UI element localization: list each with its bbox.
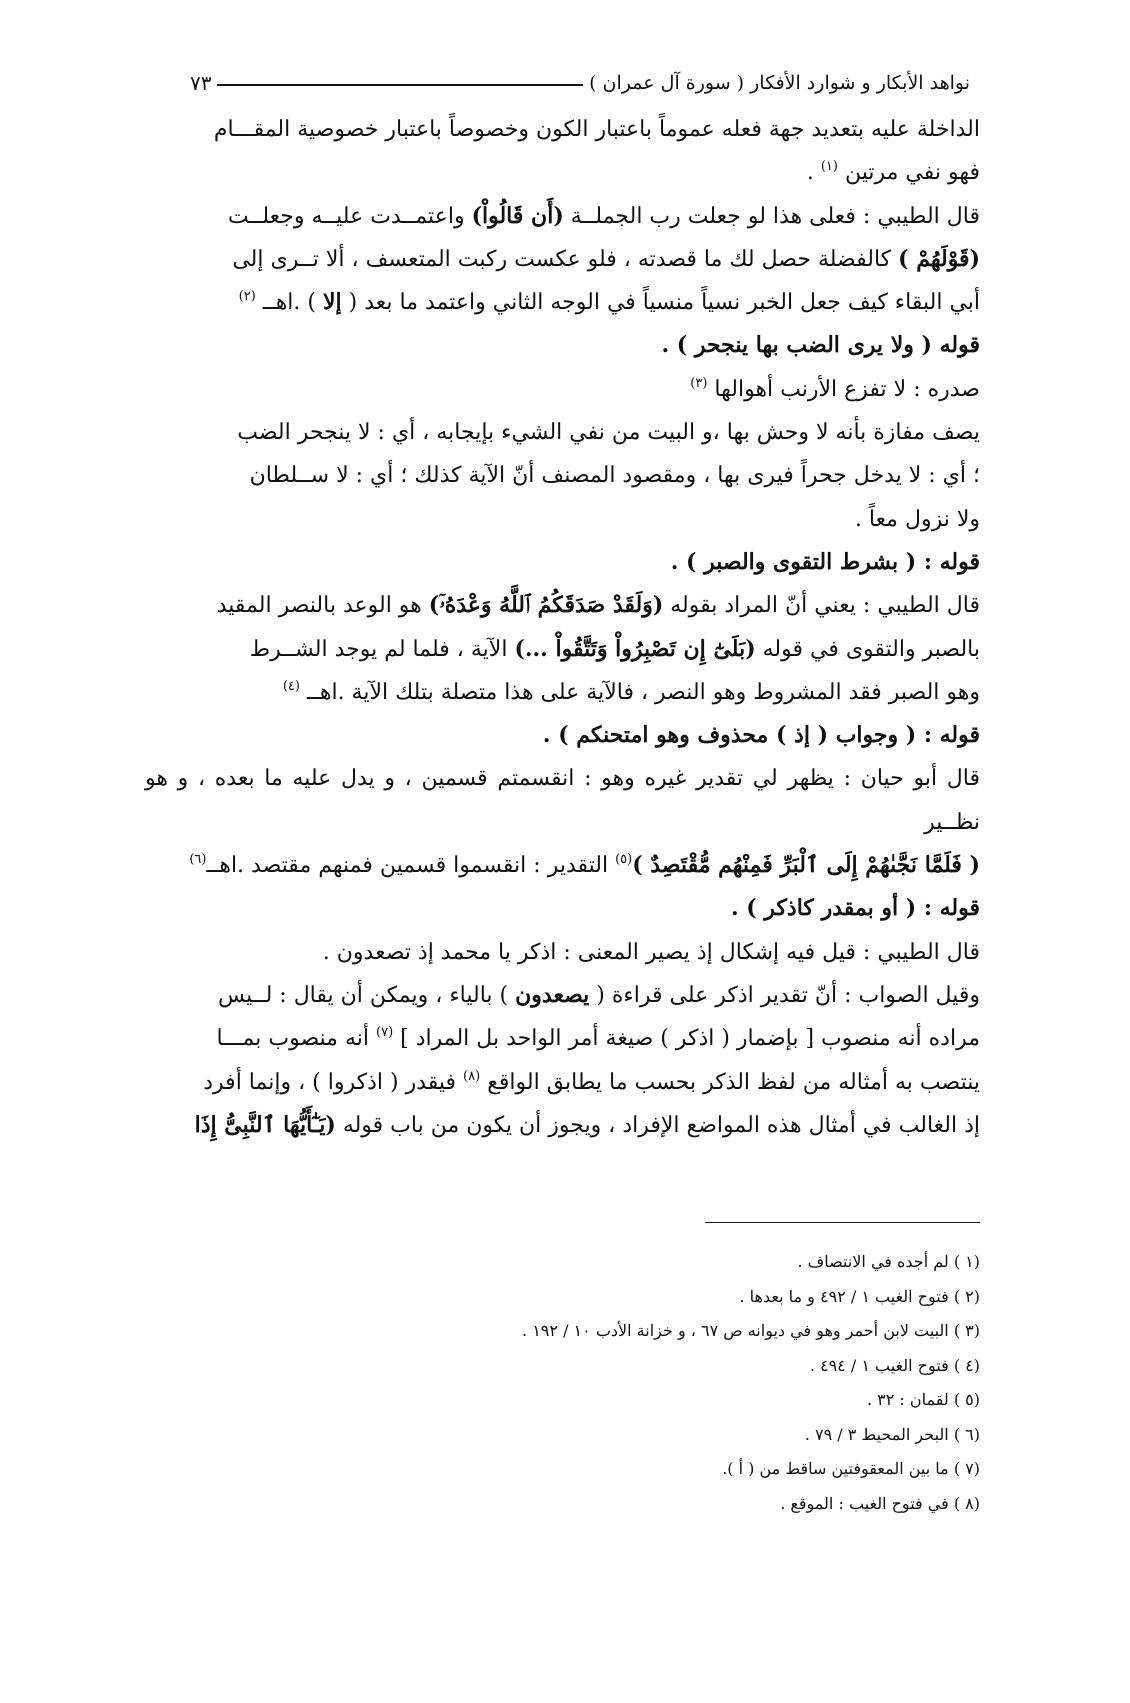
running-title: نواهد الأبكار و شوارد الأفكار ( سورة آل عمران ) (589, 72, 970, 94)
text-line: ؛ أي : لا يدخل جحراً فيرى بها ، ومقصود المصنف أنّ الآية كذلك ؛ أي : لا ســلطان (249, 463, 980, 489)
text-line: فهو نفي مرتين $^{(١)}$ . (806, 159, 980, 186)
text-line: بالصبر والتقوى في قوله (بَلَىٰٓ إِن تَصْبِرُواْ وَتَتَّقُواْ ...) الآية ، فلما لم يوجد الشــرط (249, 635, 980, 662)
text-line: إذ الغالب في أمثال هذه المواضع الإفراد ، ويجوز أن يكون من باب قوله (يَـٰٓأَيُّهَا ٱلنَّبِىُّ إِذَا (194, 1111, 980, 1138)
text-line: (قَوْلَهُمْ ) كالفضلة حصل لك ما قصدته ، فلو عكست ركبت المتعسف ، ألا تــرى إلى (232, 245, 980, 272)
text-line: قال الطيبي : فعلى هذا لو جعلت رب الجملــة (أَن قَالُواْ) واعتمــدت عليــه وجعلــت (227, 202, 980, 229)
text-line: يصف مفازة بأنه لا وحش بها ،و البيت من نفي الشيء بإيجابه ، أي : لا ينجحر الضب (237, 420, 980, 446)
footnote: (٢ ) فتوح الغيب ١ / ٤٩٢ و ما بعدها . (739, 1286, 980, 1306)
quran-quote: (بَلَىٰٓ إِن تَصْبِرُواْ وَتَتَّقُواْ ...) (514, 635, 756, 662)
quran-quote: (وَلَقَدْ صَدَقَكُمُ ٱللَّهُ وَعْدَهُۥٓ) (428, 592, 664, 619)
footnote-ref: (٣) (690, 375, 708, 391)
section-heading: قوله : ( وجواب ( إذ ) محذوف وهو امتحنكم ) . (542, 722, 980, 749)
footnote-ref: (٤) (282, 678, 300, 694)
section-heading: قوله : ( أو بمقدر كاذكر ) . (730, 895, 980, 922)
page-number: ٧٣ (190, 71, 212, 95)
text-line: قال الطيبي : قيل فيه إشكال إذ يصير المعنى : اذكر يا محمد إذ تصعدون . (322, 939, 980, 965)
footnote-ref: (٢) (238, 289, 256, 305)
text-line: مراده أنه منصوب [ بإضمار ( اذكر ) صيغة أمر الواحد بل المراد ] $^{(٧)}$ أنه منصوب بمـــا (216, 1025, 980, 1052)
quran-quote: ( فَلَمَّا نَجَّىٰهُمْ إِلَى ٱلْبَرِّ فَمِنْهُم مُّقْتَصِدٌ ) (632, 852, 980, 879)
footnote: (٨ ) في فتوح الغيب : الموقع . (780, 1493, 980, 1513)
footnote-ref: (١) (820, 159, 838, 175)
text-line: وهو الصبر فقد المشروط وهو النصر ، فالآية على هذا متصلة بتلك الآية .اهــ $^{(٤)}$ (282, 678, 980, 705)
footnote: (١ ) لم أجده في الانتصاف . (797, 1252, 980, 1271)
emphasis: يصعدون (515, 981, 590, 1008)
footnote: (٤ ) فتوح الغيب ١ / ٤٩٤ . (809, 1355, 980, 1375)
footnote-ref: (٨) (463, 1068, 481, 1084)
footnotes (420, 1222, 980, 1521)
footnote-ref: (٥) (615, 852, 633, 868)
text-line: ينتصب به أمثاله من لفظ الذكر بحسب ما يطابق الواقع $^{(٨)}$ فيقدر ( اذكروا ) ، وإنما أفرد (203, 1068, 980, 1095)
text-line: قال أبو حيان : يظهر لي تقدير غيره وهو : انقسمتم قسمين ، و يدل عليه ما بعده ، و هو نظــير (145, 766, 980, 835)
footnote-ref: (٦) (189, 852, 207, 868)
text-line: أبي البقاء كيف جعل الخبر نسياً منسياً في الوجه الثاني واعتمد ما بعد ( إلا ) .اهــ $^{(٢)}$ (238, 289, 980, 316)
running-header (190, 66, 970, 100)
footnote-ref: (٧) (376, 1025, 394, 1041)
text-line: صدره : لا تفزع الأرنب أهوالها $^{(٣)}$ (690, 375, 980, 402)
text-line: وقيل الصواب : أنّ تقدير اذكر على قراءة ( يصعدون ) بالياء ، ويمكن أن يقال : لــيس (218, 981, 980, 1008)
footnote: (٥ ) لقمان : ٣٢ . (866, 1390, 980, 1409)
section-heading: قوله : ( بشرط التقوى والصبر ) . (670, 548, 980, 575)
text-line: ولا نزول معاً . (854, 506, 980, 532)
quran-quote: (أَن قَالُواْ) (471, 202, 564, 229)
footnote-separator (705, 1222, 980, 1223)
footnote: (٧ ) ما بين المعقوفتين ساقط من ( أ ). (722, 1459, 980, 1478)
section-heading: قوله ( ولا يرى الضب بها ينجحر ) . (661, 332, 980, 359)
text-line: قال الطيبي : يعني أنّ المراد بقوله (وَلَقَدْ صَدَقَكُمُ ٱللَّهُ وَعْدَهُۥٓ) هو الوعد بالنصر المقيد (216, 592, 980, 619)
text-line: الداخلة عليه بتعديد جهة فعله عموماً باعتبار الكون وخصوصاً باعتبار خصوصية المقـــام (213, 117, 980, 142)
footnote: (٣ ) البيت لابن أحمر وهو في ديوانه ص ٦٧ ، و خزانة الأدب ١٠ / ١٩٢ . (522, 1321, 980, 1340)
quran-quote: (قَوْلَهُمْ ) (898, 245, 980, 272)
header-rule (217, 84, 583, 86)
footnote: (٦ ) البحر المحيط ٣ / ٧٩ . (804, 1424, 980, 1444)
emphasis: إلا (323, 289, 342, 316)
main-text (145, 108, 980, 1147)
quran-quote: (يَـٰٓأَيُّهَا ٱلنَّبِىُّ إِذَا (194, 1111, 336, 1138)
text-line: ( فَلَمَّا نَجَّىٰهُمْ إِلَى ٱلْبَرِّ فَمِنْهُم مُّقْتَصِدٌ )$^{(٥)}$ التقدير : انقسموا قسمين فمنهم مقتصد .اهــ$^{(٦)}$ (189, 852, 980, 879)
